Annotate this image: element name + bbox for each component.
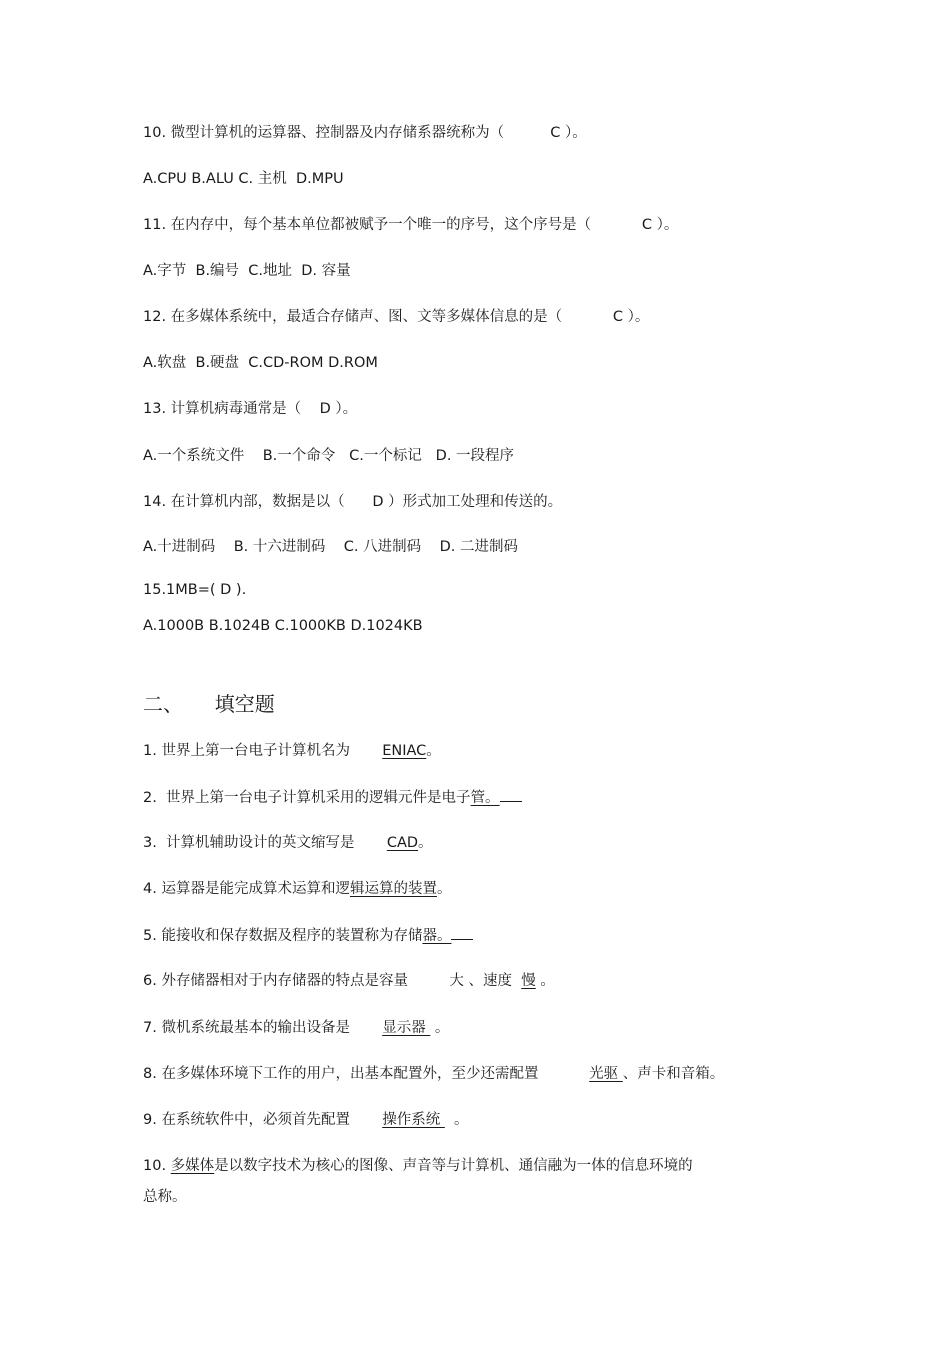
fill-3-answer: CAD [386, 835, 419, 851]
fill-9-end: 。 [444, 1112, 469, 1128]
fill-8 [143, 1064, 724, 1084]
fill-10-rest: 是以数字技术为核心的图像、声音等与计算机、通信融为一体的信息环境的 [214, 1158, 693, 1174]
fill-4-answer: 辑运算的装置 [349, 881, 437, 897]
fill-2-blank-line [500, 787, 522, 802]
fill-1-text: 1. 世界上第一台电子计算机名为 [143, 743, 383, 759]
question-15: 15.1MB=( D ). [143, 582, 247, 598]
fill-5 [143, 925, 473, 946]
fill-8-end: 、声卡和音箱。 [622, 1066, 725, 1082]
fill-5-text: 5. 能接收和保存数据及程序的装置称为存储 [143, 928, 423, 944]
fill-7-end: 。 [430, 1020, 450, 1036]
fill-6-end: 。 [535, 973, 555, 989]
fill-10-line-2: 总称。 [143, 1189, 187, 1205]
fill-9-text: 9. 在系统软件中，必须首先配置 [143, 1112, 383, 1128]
fill-6-answer: 慢 [521, 973, 536, 989]
fill-4 [143, 879, 451, 899]
question-13: 13. 计算机病毒通常是（ D ）。 [143, 401, 358, 417]
fill-5-blank-line [451, 925, 473, 940]
fill-1-answer: ENIAC [382, 743, 427, 759]
fill-9 [143, 1110, 469, 1130]
fill-10-answer: 多媒体 [170, 1158, 215, 1174]
fill-5-answer: 器。 [422, 928, 452, 944]
fill-10 [143, 1156, 693, 1176]
fill-6-text: 6. 外存储器相对于内存储器的特点是容量 大 、速度 [143, 973, 522, 989]
fill-8-answer: 光驱 [589, 1066, 623, 1082]
fill-3-text: 3. 计算机辅助设计的英文缩写是 [143, 835, 387, 851]
question-12-options: A.软盘 B.硬盘 C.CD-ROM D.ROM [143, 355, 378, 371]
section-heading: 二、 填空题 [143, 692, 275, 716]
fill-4-text: 4. 运算器是能完成算术运算和逻 [143, 881, 350, 897]
fill-2-answer: 管。 [470, 790, 500, 806]
question-14: 14. 在计算机内部，数据是以（ D ）形式加工处理和传送的。 [143, 494, 563, 510]
question-13-options: A.一个系统文件 B.一个命令 C.一个标记 D. 一段程序 [143, 448, 515, 464]
fill-4-end: 。 [436, 881, 452, 897]
fill-1-end: 。 [426, 743, 441, 759]
fill-10-text: 10. [143, 1158, 171, 1174]
question-14-options: A.十进制码 B. 十六进制码 C. 八进制码 D. 二进制码 [143, 539, 518, 555]
fill-3 [143, 833, 433, 853]
fill-7-answer: 显示器 [382, 1020, 431, 1036]
fill-6 [143, 971, 555, 991]
question-11: 11. 在内存中，每个基本单位都被赋予一个唯一的序号，这个序号是（ C ）。 [143, 217, 679, 233]
question-15-options: A.1000B B.1024B C.1000KB D.1024KB [143, 618, 423, 634]
question-10: 10. 微型计算机的运算器、控制器及内存储系器统称为（ C ）。 [143, 125, 587, 141]
fill-2 [143, 787, 522, 808]
fill-3-end: 。 [418, 835, 433, 851]
fill-9-answer: 操作系统 [382, 1112, 445, 1128]
question-10-options: A.CPU B.ALU C. 主机 D.MPU [143, 171, 344, 187]
question-11-options: A.字节 B.编号 C.地址 D. 容量 [143, 263, 351, 279]
fill-8-text: 8. 在多媒体环境下工作的用户，出基本配置外，至少还需配置 [143, 1066, 590, 1082]
fill-7-text: 7. 微机系统最基本的输出设备是 [143, 1020, 383, 1036]
question-12: 12. 在多媒体系统中，最适合存储声、图、文等多媒体信息的是（ C ）。 [143, 309, 650, 325]
fill-1 [143, 741, 441, 761]
fill-7 [143, 1018, 449, 1038]
fill-2-text: 2. 世界上第一台电子计算机采用的逻辑元件是电子 [143, 790, 471, 806]
